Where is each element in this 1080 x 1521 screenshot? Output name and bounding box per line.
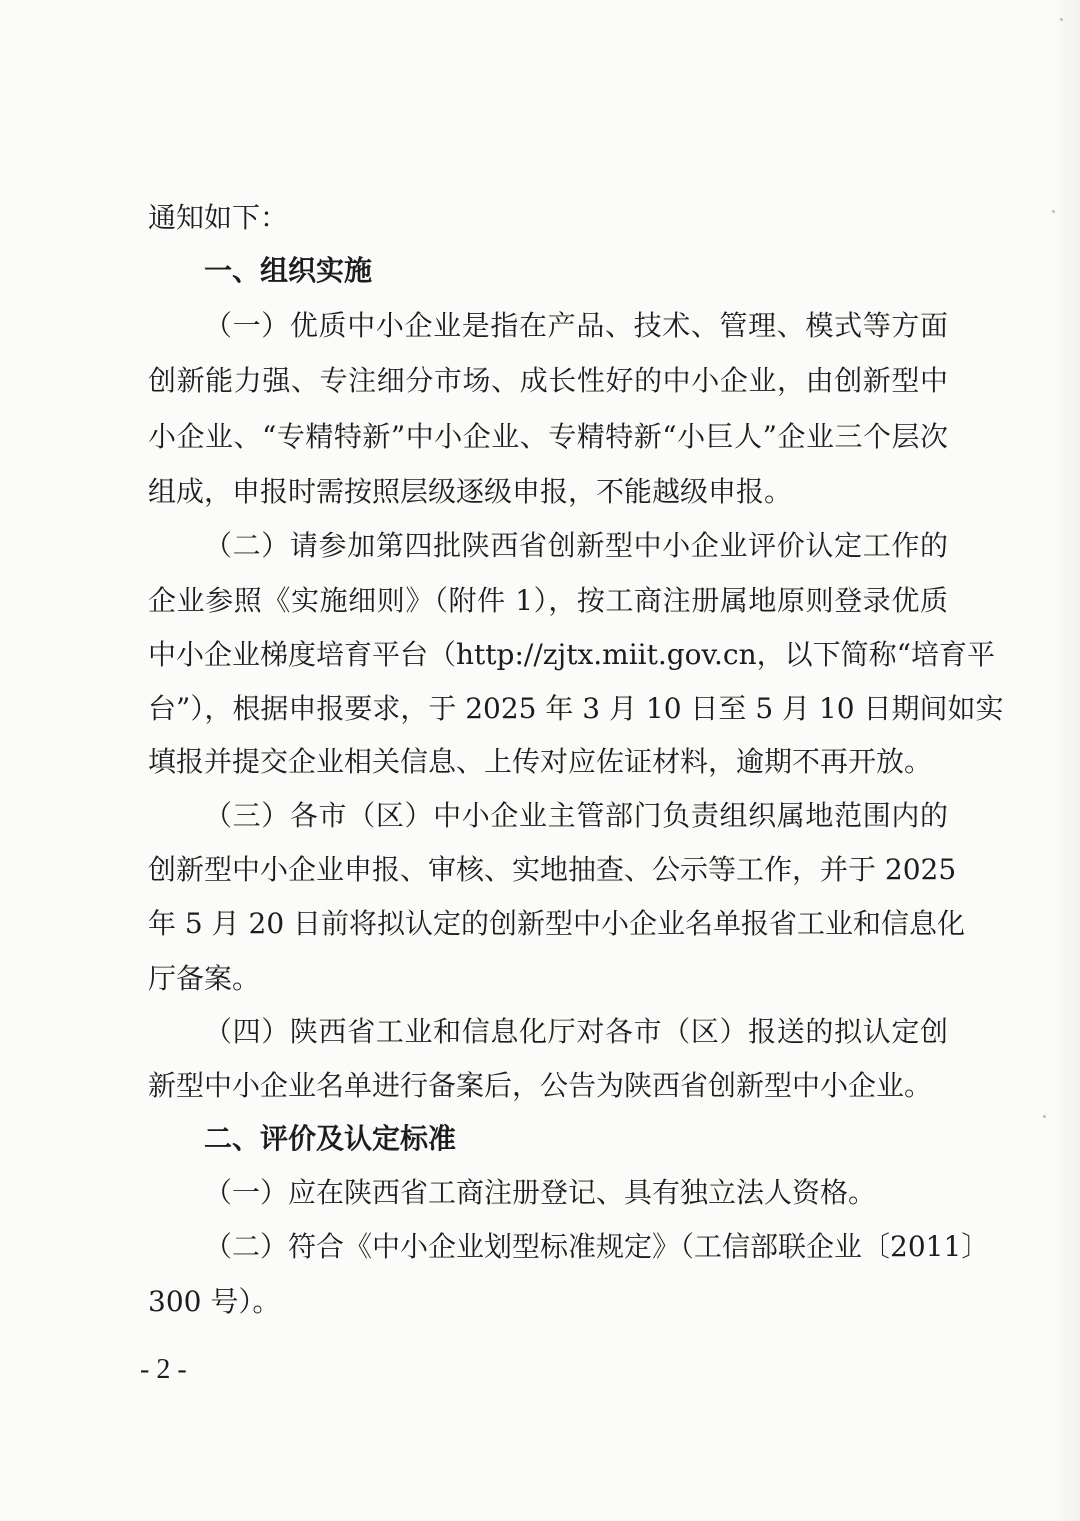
paragraph-line: （二）请参加第四批陕西省创新型中小企业评价认定工作的 [204,529,948,562]
intro-line: 通知如下： [148,201,289,234]
page-number: - 2 - [140,1354,187,1385]
paragraph-line: 厅备案。 [148,962,261,995]
scan-speck [1060,18,1063,21]
paragraph-line: 组成，申报时需按照层级逐级申报，不能越级申报。 [148,475,793,508]
paragraph-line: （三）各市（区）中小企业主管部门负责组织属地范围内的 [204,799,948,832]
paragraph-line: 台”），根据申报要求，于 2025 年 3 月 10 日至 5 月 10 日期间如实 [148,692,1004,725]
paragraph-line: （一）应在陕西省工商注册登记、具有独立法人资格。 [204,1176,877,1209]
section-heading-criteria: 二、评价及认定标准 [204,1122,457,1155]
scan-speck [1043,1115,1046,1118]
paragraph-line: （二）符合《中小企业划型标准规定》（工信部联企业〔2011〕 [204,1230,990,1263]
paragraph-line: 年 5 月 20 日前将拟认定的创新型中小企业名单报省工业和信息化 [148,907,966,940]
paragraph-line: 企业参照《实施细则》（附件 1），按工商注册属地原则登录优质 [148,584,948,617]
paragraph-line: 创新能力强、专注细分市场、成长性好的中小企业，由创新型中 [148,364,948,397]
paragraph-line: 小企业、“专精特新”中小企业、专精特新“小巨人”企业三个层次 [148,420,948,453]
paragraph-line: （一）优质中小企业是指在产品、技术、管理、模式等方面 [204,309,948,342]
section-heading-organization: 一、组织实施 [204,254,373,287]
paragraph-line: 300 号）。 [148,1285,281,1318]
paragraph-line: （四）陕西省工业和信息化厅对各市（区）报送的拟认定创 [204,1015,948,1048]
paragraph-line: 新型中小企业名单进行备案后，公告为陕西省创新型中小企业。 [148,1069,933,1102]
paragraph-line: 中小企业梯度培育平台（http://zjtx.miit.gov.cn，以下简称“培育平 [148,638,995,671]
paragraph-line: 填报并提交企业相关信息、上传对应佐证材料，逾期不再开放。 [148,745,933,778]
scan-speck [1052,210,1055,213]
scan-shadow [1050,0,1080,1521]
paragraph-line: 创新型中小企业申报、审核、实地抽查、公示等工作，并于 2025 [148,853,957,886]
